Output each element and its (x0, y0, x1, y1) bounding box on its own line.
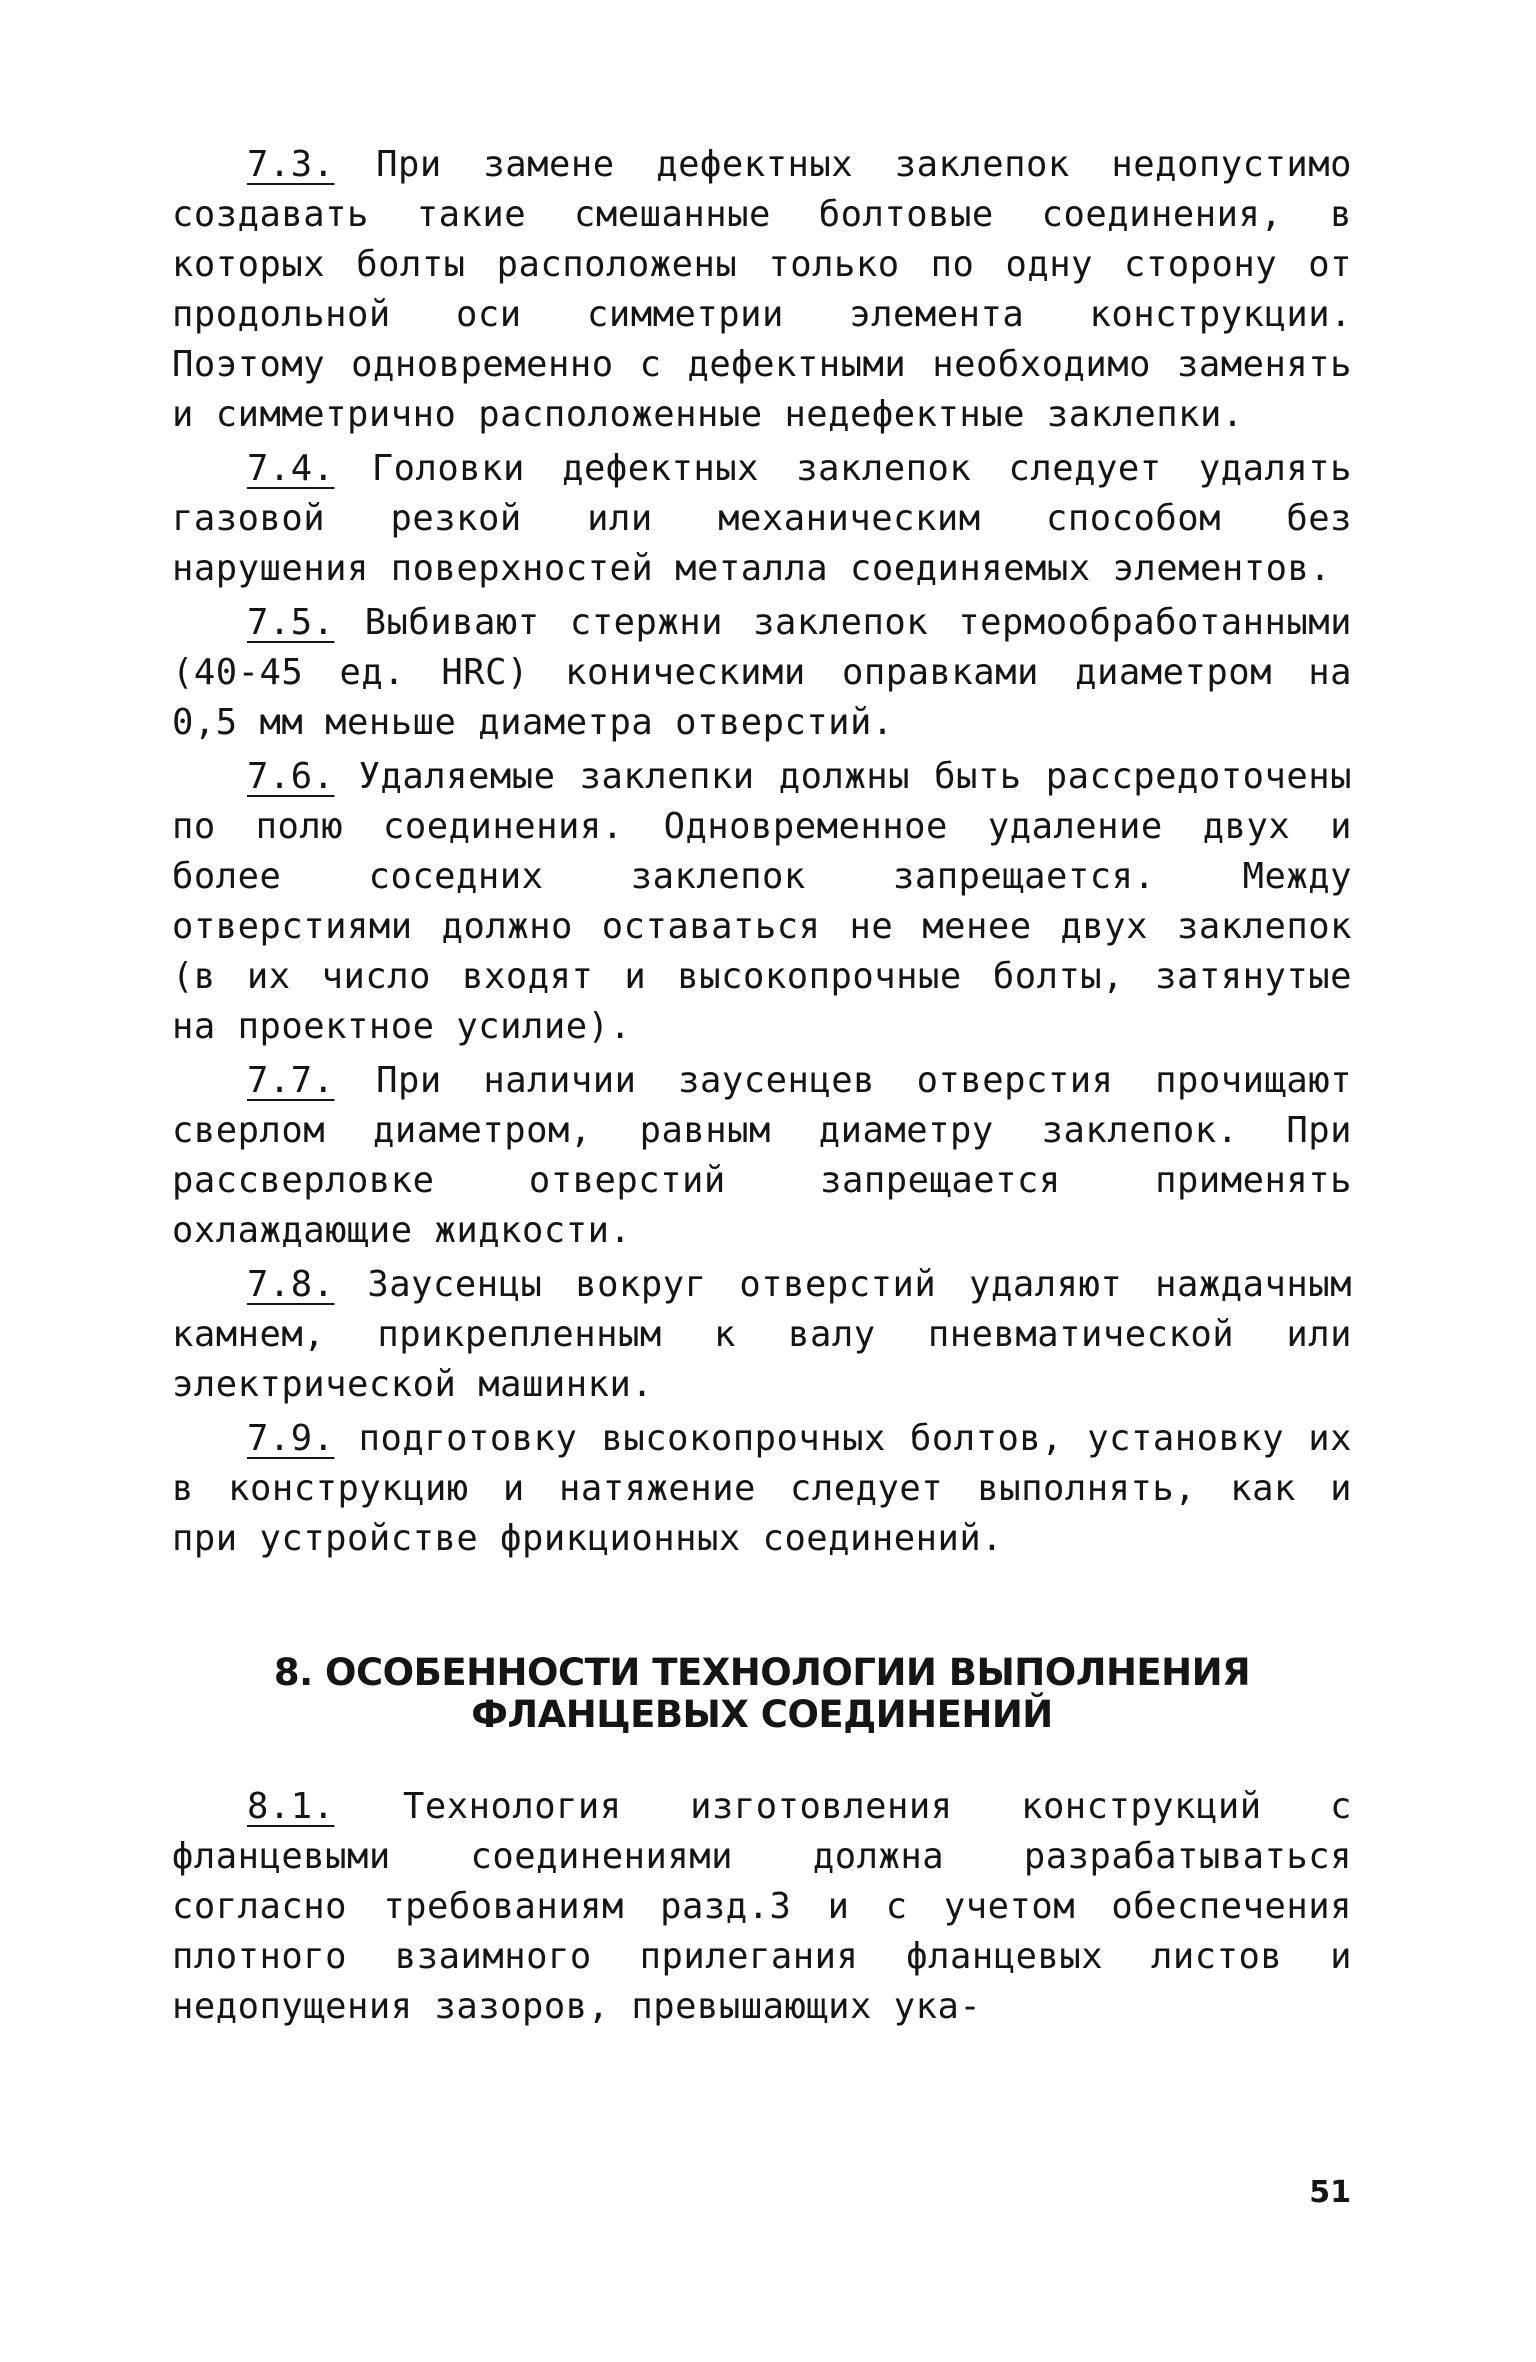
clause-number: 7.6. (247, 756, 335, 797)
paragraph-7-8 (172, 1260, 1352, 1410)
clause-number: 7.8. (247, 1264, 335, 1305)
paragraph-7-4 (172, 444, 1352, 594)
clause-number: 7.9. (247, 1418, 335, 1459)
paragraph-8-1 (172, 1782, 1352, 2032)
clause-text: Головки дефектных заклепок следует удалять газовой резкой или механическим способом без нарушения поверхностей металла соединяемых элементов. (172, 448, 1352, 589)
section-heading (172, 1652, 1352, 1736)
clause-text: Заусенцы вокруг отверстий удаляют наждачным камнем, прикрепленным к валу пневматической или электрической машинки. (172, 1264, 1352, 1405)
clause-number: 7.7. (247, 1060, 335, 1101)
paragraph-7-3 (172, 140, 1352, 440)
clause-number: 7.3. (247, 144, 335, 185)
clause-text: Выбивают стержни заклепок термообработанными (40-45 ед. HRC) коническими оправками диаметром на 0,5 мм меньше диаметра отверстий. (172, 602, 1352, 743)
paragraph-7-9 (172, 1414, 1352, 1564)
clause-text: При наличии заусенцев отверстия прочищают сверлом диаметром, равным диаметру заклепок. При рассверловке отверстий запрещается применять охлаждающие жидкости. (172, 1060, 1352, 1251)
section-heading-line-1: 8. ОСОБЕННОСТИ ТЕХНОЛОГИИ ВЫПОЛНЕНИЯ (273, 1651, 1251, 1694)
paragraph-7-5 (172, 598, 1352, 748)
clause-text: Технология изготовления конструкций с фланцевыми соединениями должна разрабатываться согласно требованиям разд.3 и с учетом обеспечения плотного взаимного прилегания фланцевых листов и недопущения зазоров, превышающих ука- (172, 1786, 1352, 2027)
clause-number: 8.1. (247, 1786, 335, 1827)
clause-number: 7.4. (247, 448, 335, 489)
document-page (172, 140, 1352, 2032)
clause-text: подготовку высокопрочных болтов, установку их в конструкцию и натяжение следует выполнять, как и при устройстве фрикционных соединений. (172, 1418, 1352, 1559)
clause-text: При замене дефектных заклепок недопустимо создавать такие смешанные болтовые соединения, в которых болты расположены только по одну сторону от продольной оси симметрии элемента конструкции. Поэтому одновременно с дефектными необходимо заменять и симметрично расположенные недефектные заклепки. (172, 144, 1352, 435)
clause-number: 7.5. (247, 602, 335, 643)
paragraph-7-6 (172, 752, 1352, 1052)
page-number: 51 (1309, 2175, 1351, 2210)
section-heading-line-2: ФЛАНЦЕВЫХ СОЕДИНЕНИЙ (471, 1693, 1053, 1736)
paragraph-7-7 (172, 1056, 1352, 1256)
clause-text: Удаляемые заклепки должны быть рассредоточены по полю соединения. Одновременное удаление двух и более соседних заклепок запрещается. Между отверстиями должно оставаться не менее двух заклепок (в их число входят и высокопрочные болты, затянутые на проектное усилие). (172, 756, 1352, 1047)
